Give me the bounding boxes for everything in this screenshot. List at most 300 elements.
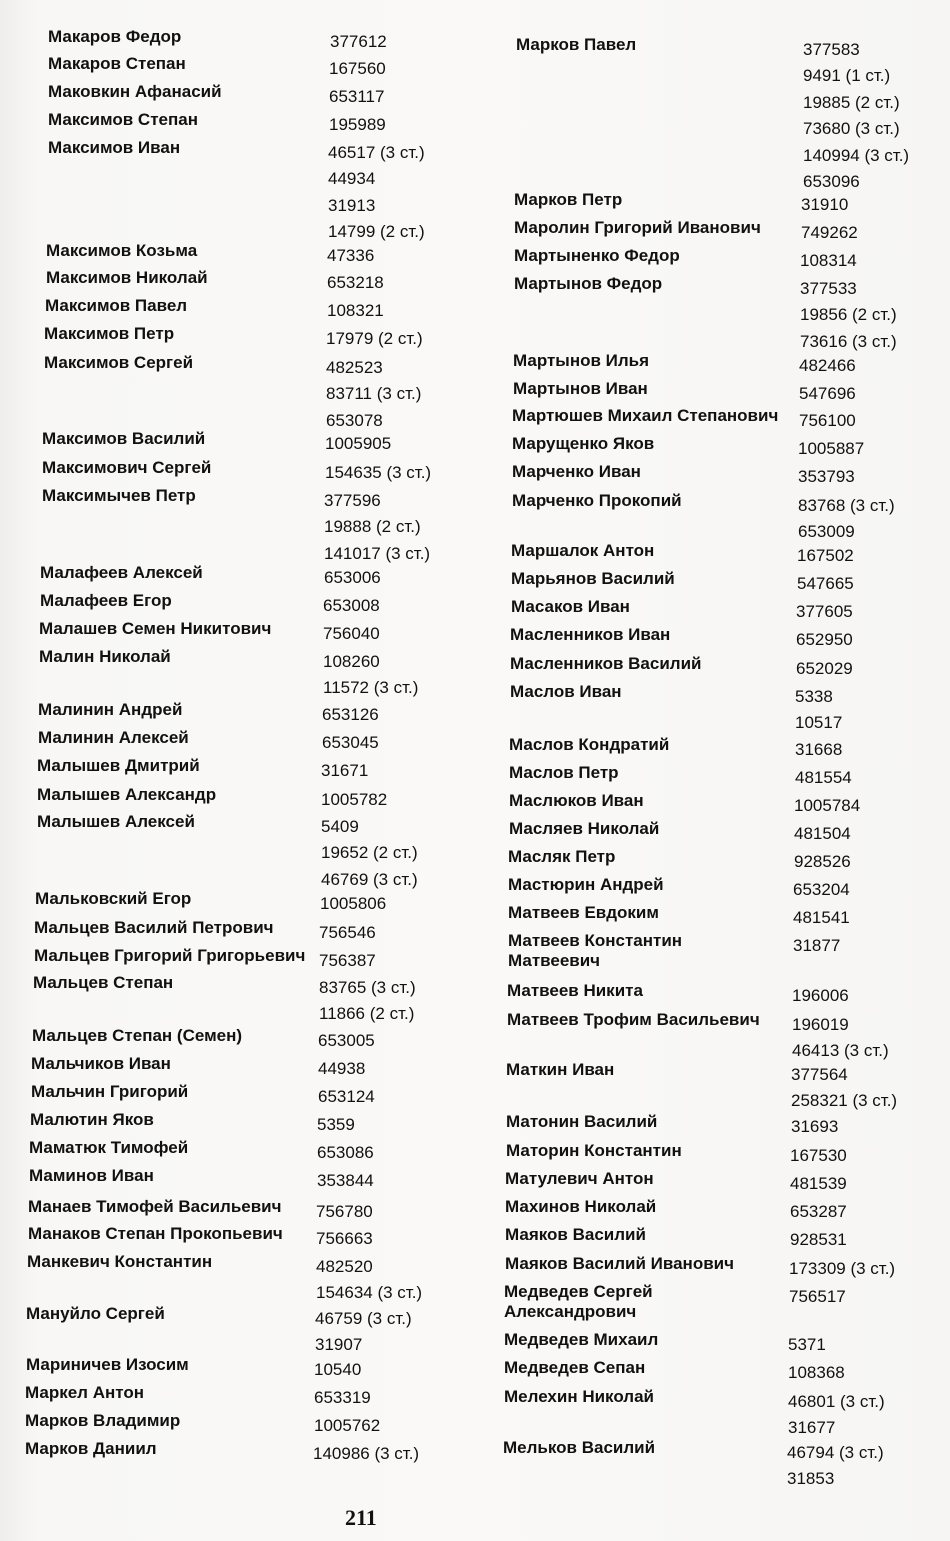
person-name: Малин Николай (39, 647, 171, 666)
list-item (0, 1355, 470, 1381)
record-number: 481554 (795, 768, 852, 787)
record-numbers (788, 1389, 885, 1442)
person-name: Марков Петр (514, 190, 623, 209)
record-number: 1005806 (320, 894, 387, 913)
list-item (478, 903, 948, 929)
record-number: 481539 (790, 1174, 847, 1193)
person-name: Маяков Василий Иванович (505, 1254, 734, 1273)
record-number: 19885 (2 ст.) (803, 92, 900, 112)
record-number: 31877 (793, 936, 841, 955)
record-number: 377533 (800, 279, 857, 298)
person-name: Малафеев Егор (40, 591, 172, 610)
record-number: 46517 (3 ст.) (328, 143, 425, 162)
record-number: 44938 (318, 1059, 366, 1078)
person-name: Мальцев Василий Петрович (34, 918, 274, 937)
list-item (0, 1224, 470, 1250)
record-numbers (795, 765, 852, 791)
record-number: 1005762 (314, 1416, 381, 1435)
person-name: Маслов Кондратий (509, 735, 670, 754)
record-numbers (322, 702, 379, 728)
person-name: Мальцев Григорий Григорьевич (34, 946, 306, 965)
record-number: 5409 (321, 817, 359, 836)
record-number: 653008 (323, 596, 380, 615)
record-numbers (793, 905, 850, 931)
record-numbers (316, 1226, 373, 1252)
record-number: 928526 (794, 852, 851, 871)
record-numbers (323, 621, 380, 647)
record-number: 196019 (792, 1015, 849, 1034)
record-numbers (801, 220, 858, 246)
person-name: Медведев Сепан (504, 1358, 646, 1377)
person-name: Макаров Степан (48, 54, 186, 73)
record-numbers (796, 656, 853, 682)
person-name: Малафеев Алексей (40, 563, 203, 582)
record-numbers (318, 1028, 375, 1054)
list-item (478, 379, 948, 405)
record-numbers (799, 408, 856, 434)
person-name: Мануйло Сергей (26, 1304, 165, 1323)
person-name: Макаров Федор (48, 27, 182, 46)
person-name: Максимов Василий (42, 429, 206, 448)
person-name: Марьянов Василий (511, 569, 675, 588)
record-number: 377612 (330, 32, 387, 51)
person-name: Максимов Степан (48, 110, 198, 129)
person-name: Маркел Антон (25, 1383, 144, 1402)
list-item (0, 563, 470, 589)
record-numbers (326, 326, 423, 352)
record-number: 19856 (2 ст.) (800, 305, 897, 325)
person-name: Маслов Петр (509, 763, 619, 782)
person-name: Маяков Василий (505, 1225, 646, 1244)
record-number: 73680 (3 ст.) (803, 119, 900, 139)
list-item (478, 735, 948, 761)
person-name: Мальковский Егор (35, 889, 192, 908)
person-name: Манаков Степан Прокопьевич (28, 1224, 283, 1243)
record-numbers (329, 56, 386, 82)
record-number: 653117 (329, 87, 385, 106)
record-number: 14799 (2 ст.) (328, 222, 425, 242)
record-number: 258321 (3 ст.) (791, 1091, 898, 1111)
record-numbers (326, 355, 421, 434)
record-numbers (797, 571, 854, 597)
record-numbers (317, 1112, 355, 1138)
record-numbers (316, 1254, 422, 1307)
list-item (0, 1138, 470, 1164)
person-name: Масленников Иван (510, 625, 671, 644)
person-name: Малашев Семен Никитович (39, 619, 272, 638)
record-numbers (314, 1413, 380, 1439)
record-number: 652029 (796, 659, 853, 678)
person-name: Матонин Василий (506, 1112, 658, 1131)
record-number: 11866 (2 ст.) (319, 1004, 415, 1024)
record-numbers (313, 1441, 419, 1467)
record-number: 652950 (796, 630, 853, 649)
list-item (478, 763, 948, 789)
person-name: Масляев Николай (509, 819, 660, 838)
list-item (0, 647, 470, 698)
person-name: Матулевич Антон (505, 1169, 654, 1188)
list-item (478, 625, 948, 651)
record-number: 83711 (3 ст.) (326, 384, 422, 404)
person-name: Маролин Григорий Иванович (514, 218, 761, 237)
record-numbers (800, 248, 857, 274)
record-numbers (800, 276, 897, 355)
record-numbers (788, 1332, 826, 1358)
person-name: Мельков Василий (503, 1438, 656, 1457)
person-name: Мартынов Илья (513, 351, 650, 370)
person-name: Маковкин Афанасий (48, 82, 222, 101)
record-numbers (319, 948, 376, 974)
list-item (0, 728, 470, 754)
record-number: 653204 (793, 880, 850, 899)
record-numbers (327, 243, 374, 269)
record-number: 756780 (316, 1202, 373, 1221)
list-item (0, 1304, 470, 1355)
person-name: Малышев Дмитрий (37, 756, 200, 775)
record-number: 5359 (317, 1115, 355, 1134)
person-name: Мартюшев Михаил Степанович (512, 406, 779, 425)
record-number: 31677 (788, 1418, 836, 1438)
record-numbers (790, 1143, 847, 1169)
record-number: 481504 (794, 824, 851, 843)
list-item (0, 429, 470, 455)
record-number: 11572 (3 ст.) (323, 678, 419, 698)
record-number: 1005887 (798, 439, 865, 458)
list-item (0, 110, 470, 136)
record-number: 47336 (327, 246, 375, 265)
record-numbers (794, 793, 860, 819)
person-name: Максимов Павел (45, 296, 188, 315)
record-number: 1005784 (794, 796, 861, 815)
record-numbers (791, 1114, 838, 1140)
person-name: Марущенко Яков (512, 434, 655, 453)
record-number: 46413 (3 ст.) (792, 1041, 889, 1061)
record-number: 141017 (3 ст.) (324, 543, 431, 563)
record-number: 73616 (3 ст.) (800, 331, 897, 351)
record-numbers (321, 758, 368, 784)
person-name: Маматюк Тимофей (29, 1138, 189, 1157)
record-number: 1005782 (321, 790, 388, 809)
list-item (478, 875, 948, 901)
record-number: 928531 (790, 1230, 847, 1249)
person-name: Маткин Иван (506, 1060, 615, 1079)
record-number: 9491 (1 ст.) (803, 66, 891, 86)
record-numbers (330, 29, 387, 55)
record-numbers (793, 933, 840, 959)
record-number: 31853 (787, 1469, 835, 1489)
list-item (478, 351, 948, 377)
record-numbers (321, 814, 418, 893)
list-item (478, 1387, 948, 1438)
person-name: Мартыненко Федор (514, 246, 680, 265)
record-number: 377583 (803, 40, 860, 59)
list-item (0, 619, 470, 645)
record-numbers (328, 140, 425, 246)
person-name: Максимов Петр (44, 324, 175, 343)
list-item (0, 1252, 470, 1303)
list-item (0, 1166, 470, 1192)
record-numbers (325, 460, 431, 486)
person-name: Мариничев Изосим (26, 1355, 189, 1374)
record-numbers (801, 192, 848, 218)
list-item (0, 1110, 470, 1136)
record-numbers (317, 1140, 374, 1166)
record-number: 173309 (3 ст.) (789, 1259, 896, 1278)
person-name: Маслюков Иван (509, 791, 644, 810)
list-item (0, 54, 470, 80)
record-numbers (317, 1168, 374, 1194)
record-numbers (795, 737, 842, 763)
person-name: Мальчиков Иван (31, 1054, 171, 1073)
record-number: 653319 (314, 1388, 371, 1407)
record-numbers (791, 1062, 897, 1115)
person-name: Малышев Александр (37, 785, 217, 804)
record-number: 756387 (319, 951, 376, 970)
person-name: Максимов Сергей (44, 353, 194, 372)
record-numbers (321, 787, 387, 813)
list-item (0, 946, 470, 972)
record-number: 10540 (314, 1360, 362, 1379)
record-number: 19652 (2 ст.) (321, 843, 418, 863)
list-item (0, 241, 470, 267)
record-number: 31693 (791, 1117, 839, 1136)
record-number: 756517 (789, 1287, 846, 1306)
record-number: 756100 (799, 411, 856, 430)
list-item (478, 819, 948, 845)
record-numbers (323, 649, 418, 702)
record-number: 46794 (3 ст.) (787, 1443, 884, 1462)
record-number: 31913 (328, 195, 376, 215)
person-name: Максимов Николай (46, 268, 208, 287)
list-item (478, 1010, 948, 1061)
record-number: 46769 (3 ст.) (321, 869, 418, 889)
person-name: Масляк Петр (508, 847, 616, 866)
list-item (478, 1141, 948, 1167)
list-item (0, 138, 470, 242)
record-number: 83768 (3 ст.) (798, 496, 895, 515)
person-name: Максимов Козьма (46, 241, 198, 260)
record-number: 547665 (797, 574, 854, 593)
record-number: 353793 (798, 467, 855, 486)
record-number: 653287 (790, 1202, 847, 1221)
record-numbers (314, 1385, 371, 1411)
person-name: Масаков Иван (511, 597, 630, 616)
person-name: Масленников Василий (510, 654, 702, 673)
person-name: Мартынов Иван (513, 379, 648, 398)
record-numbers (798, 464, 855, 490)
person-name: Маторин Константин (506, 1141, 682, 1160)
list-item (478, 1438, 948, 1489)
person-name: Матвеев Евдоким (508, 903, 659, 922)
record-numbers (792, 1012, 889, 1065)
person-name: Мальцев Степан (Семен) (32, 1026, 243, 1045)
person-name: Матвеев Константин Матвеевич (508, 931, 683, 970)
record-numbers (796, 599, 853, 625)
list-item (0, 1383, 470, 1409)
record-number: 196006 (792, 986, 849, 1005)
record-numbers (789, 1256, 895, 1282)
person-name: Маслов Иван (510, 682, 622, 701)
record-number: 353844 (317, 1171, 374, 1190)
list-item (0, 82, 470, 108)
person-name: Малинин Андрей (38, 700, 183, 719)
record-number: 653126 (322, 705, 379, 724)
list-item (0, 268, 470, 294)
list-item (478, 190, 948, 216)
record-numbers (788, 1360, 845, 1386)
record-number: 31907 (315, 1335, 363, 1355)
record-number: 482520 (316, 1257, 373, 1276)
person-name: Марков Даниил (25, 1439, 157, 1458)
list-item (478, 1254, 948, 1280)
person-name: Максимычев Петр (42, 486, 196, 505)
person-name: Максимович Сергей (42, 458, 212, 477)
list-item (0, 353, 470, 430)
record-number: 140986 (3 ст.) (313, 1444, 420, 1463)
record-numbers (789, 1284, 846, 1310)
list-item (0, 486, 470, 563)
person-name: Маминов Иван (29, 1166, 154, 1185)
record-numbers (324, 565, 381, 591)
record-number: 756040 (323, 624, 380, 643)
list-item (0, 1054, 470, 1080)
record-numbers (322, 730, 379, 756)
record-numbers (314, 1357, 361, 1383)
person-name: Марченко Иван (512, 462, 641, 481)
record-number: 83765 (3 ст.) (319, 978, 416, 997)
record-number: 5371 (788, 1335, 826, 1354)
record-numbers (790, 1171, 847, 1197)
record-numbers (798, 436, 864, 462)
person-name: Медведев Михаил (504, 1330, 659, 1349)
record-number: 482523 (326, 358, 383, 377)
left-column (0, 0, 470, 1500)
person-name: Махинов Николай (505, 1197, 657, 1216)
record-number: 140994 (3 ст.) (803, 145, 910, 165)
record-number: 10517 (795, 713, 843, 733)
record-number: 756546 (319, 923, 376, 942)
record-numbers (799, 381, 856, 407)
person-name: Мальцев Степан (33, 973, 174, 992)
record-numbers (327, 298, 384, 324)
record-number: 653218 (327, 273, 384, 292)
record-number: 108260 (323, 652, 380, 671)
list-item (478, 1169, 948, 1195)
record-numbers (315, 1306, 412, 1359)
list-item (0, 700, 470, 726)
record-number: 19888 (2 ст.) (324, 517, 421, 537)
list-item (478, 246, 948, 272)
record-numbers (325, 431, 391, 457)
list-item (478, 597, 948, 623)
list-item (0, 785, 470, 811)
person-name: Мелехин Николай (504, 1387, 654, 1406)
list-item (0, 756, 470, 782)
record-number: 653086 (317, 1143, 374, 1162)
list-item (478, 682, 948, 733)
record-numbers (318, 1084, 375, 1110)
list-item (0, 1439, 470, 1465)
record-numbers (323, 593, 380, 619)
record-number: 377564 (791, 1065, 848, 1084)
record-numbers (319, 920, 376, 946)
list-item (478, 981, 948, 1007)
record-numbers (799, 353, 856, 379)
record-number: 46759 (3 ст.) (315, 1309, 412, 1328)
record-number: 749262 (801, 223, 858, 242)
record-number: 547696 (799, 384, 856, 403)
record-number: 653045 (322, 733, 379, 752)
record-numbers (790, 1227, 847, 1253)
record-numbers (794, 821, 851, 847)
record-number: 756663 (316, 1229, 373, 1248)
person-name: Маршалок Антон (511, 541, 655, 560)
list-item (478, 1060, 948, 1111)
list-item (478, 1330, 948, 1356)
person-name: Марченко Прокопий (512, 491, 682, 510)
record-number: 108368 (788, 1363, 845, 1382)
record-number: 1005905 (325, 434, 392, 453)
record-number: 154634 (3 ст.) (316, 1283, 423, 1303)
record-number: 195989 (329, 115, 386, 134)
record-numbers (803, 37, 909, 195)
record-number: 653009 (798, 522, 855, 542)
record-numbers (794, 849, 851, 875)
person-name: Матвеев Трофим Васильевич (507, 1010, 760, 1029)
page-number: 211 (345, 1505, 377, 1530)
record-numbers (793, 877, 850, 903)
list-item (478, 491, 948, 542)
record-number: 481541 (793, 908, 850, 927)
record-number: 5338 (795, 687, 833, 706)
list-item (0, 458, 470, 484)
list-item (0, 1411, 470, 1437)
list-item (478, 462, 948, 488)
record-numbers (797, 543, 854, 569)
person-name: Малинин Алексей (38, 728, 189, 747)
record-numbers (798, 493, 895, 546)
person-name: Марков Павел (516, 35, 637, 54)
list-item (478, 791, 948, 817)
record-number: 167530 (790, 1146, 847, 1165)
record-numbers (324, 488, 430, 567)
record-number: 377605 (796, 602, 853, 621)
list-item (478, 1358, 948, 1384)
list-item (0, 1197, 470, 1223)
person-name: Малышев Алексей (37, 812, 195, 831)
person-name: Мартынов Федор (514, 274, 663, 293)
person-name: Матвеев Никита (507, 981, 643, 1000)
record-number: 653006 (324, 568, 381, 587)
record-numbers (329, 84, 384, 110)
list-item (0, 812, 470, 889)
record-number: 31668 (795, 740, 843, 759)
record-number: 653096 (803, 172, 860, 192)
record-numbers (319, 975, 416, 1028)
record-number: 653005 (318, 1031, 375, 1050)
list-item (478, 847, 948, 873)
person-name: Манаев Тимофей Васильевич (28, 1197, 282, 1216)
list-item (478, 931, 948, 970)
list-item (0, 591, 470, 617)
person-name: Манкевич Константин (27, 1252, 213, 1271)
list-item (0, 296, 470, 322)
list-item (478, 1225, 948, 1251)
list-item (478, 35, 948, 192)
record-number: 44934 (328, 169, 376, 189)
record-numbers (787, 1440, 884, 1493)
record-numbers (329, 112, 386, 138)
